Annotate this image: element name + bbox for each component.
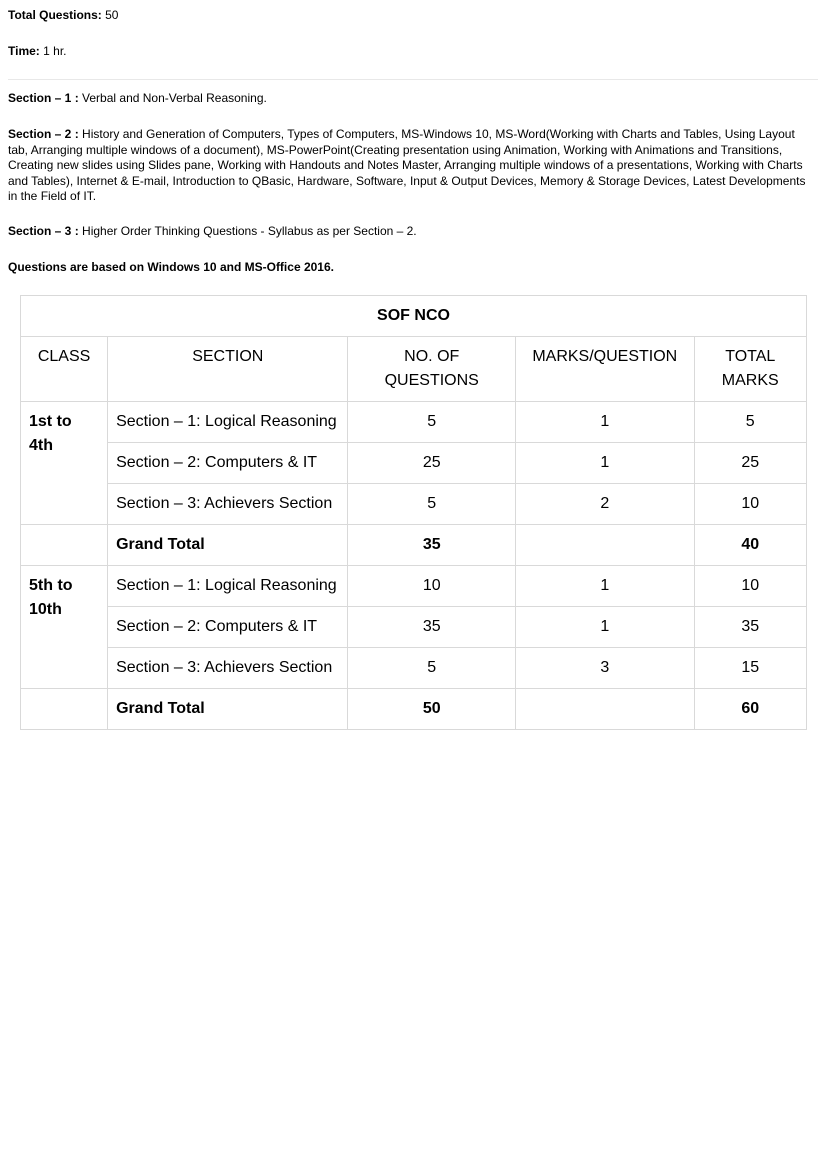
empty-cell	[516, 689, 695, 730]
table-row	[21, 566, 807, 607]
grand-total-questions: 50	[348, 689, 516, 730]
section-2-description	[8, 127, 813, 205]
section-1-label: Section – 1 :	[8, 91, 79, 105]
total-marks-cell: 25	[694, 443, 806, 484]
marks-per-question-cell: 3	[516, 648, 695, 689]
header-questions: NO. OF QUESTIONS	[348, 337, 516, 402]
total-marks-cell: 35	[694, 607, 806, 648]
grand-total-marks: 40	[694, 525, 806, 566]
section-3-description	[8, 224, 813, 240]
questions-cell: 10	[348, 566, 516, 607]
class-cell: 1st to 4th	[21, 402, 108, 525]
table-row	[21, 443, 807, 484]
time-label: Time:	[8, 44, 40, 58]
marks-table	[20, 295, 807, 730]
time-info	[8, 44, 67, 59]
total-marks-cell: 15	[694, 648, 806, 689]
total-marks-cell: 5	[694, 402, 806, 443]
section-1-text: Verbal and Non-Verbal Reasoning.	[82, 91, 267, 105]
total-questions-value: 50	[105, 8, 119, 22]
table-row	[21, 648, 807, 689]
questions-cell: 5	[348, 402, 516, 443]
grand-total-label: Grand Total	[108, 689, 348, 730]
grand-total-questions: 35	[348, 525, 516, 566]
section-2-text: History and Generation of Computers, Types of Computers, MS-Windows 10, MS-Word(Working with Charts and Tables, Using Layout tab, Arranging multiple windows of a document), MS-PowerPoint(Creating presentation using Animation, Working with Animations and Transitions, Creating new slides using Slides pane, Working with Handouts and Notes Master, Arranging multiple windows of a presentations, Working with Charts and Tables), Internet & E-mail, Introduction to QBasic, Hardware, Software, Input & Output Devices, Memory & Storage Devices, Latest Developments in the Field of IT.	[8, 127, 806, 203]
empty-cell	[516, 525, 695, 566]
divider	[8, 79, 818, 80]
header-class: CLASS	[21, 337, 108, 402]
empty-cell	[21, 525, 108, 566]
total-questions-label: Total Questions:	[8, 8, 102, 22]
grand-total-label: Grand Total	[108, 525, 348, 566]
section-cell: Section – 3: Achievers Section	[108, 484, 348, 525]
section-1-description	[8, 91, 813, 107]
section-cell: Section – 2: Computers & IT	[108, 607, 348, 648]
total-marks-cell: 10	[694, 484, 806, 525]
marks-per-question-cell: 1	[516, 443, 695, 484]
questions-cell: 25	[348, 443, 516, 484]
section-cell: Section – 2: Computers & IT	[108, 443, 348, 484]
section-2-label: Section – 2 :	[8, 127, 79, 141]
marks-per-question-cell: 1	[516, 607, 695, 648]
section-cell: Section – 1: Logical Reasoning	[108, 402, 348, 443]
total-marks-cell: 10	[694, 566, 806, 607]
table-row	[21, 607, 807, 648]
questions-cell: 5	[348, 484, 516, 525]
section-3-label: Section – 3 :	[8, 224, 79, 238]
time-value: 1 hr.	[43, 44, 67, 58]
marks-per-question-cell: 1	[516, 402, 695, 443]
questions-cell: 5	[348, 648, 516, 689]
table-row	[21, 402, 807, 443]
questions-cell: 35	[348, 607, 516, 648]
grand-total-row	[21, 689, 807, 730]
table-header-row	[21, 337, 807, 402]
section-cell: Section – 1: Logical Reasoning	[108, 566, 348, 607]
empty-cell	[21, 689, 108, 730]
header-total-marks: TOTAL MARKS	[694, 337, 806, 402]
table-title-row	[21, 296, 807, 337]
grand-total-marks: 60	[694, 689, 806, 730]
total-questions	[8, 8, 118, 23]
note-text: Questions are based on Windows 10 and MS-Office 2016.	[8, 260, 334, 274]
marks-per-question-cell: 2	[516, 484, 695, 525]
marks-per-question-cell: 1	[516, 566, 695, 607]
header-marks-per-question: MARKS/QUESTION	[516, 337, 695, 402]
table-title: SOF NCO	[21, 296, 807, 337]
section-cell: Section – 3: Achievers Section	[108, 648, 348, 689]
class-cell: 5th to 10th	[21, 566, 108, 689]
section-3-text: Higher Order Thinking Questions - Syllabus as per Section – 2.	[82, 224, 417, 238]
header-section: SECTION	[108, 337, 348, 402]
table-row	[21, 484, 807, 525]
note	[8, 260, 813, 276]
grand-total-row	[21, 525, 807, 566]
